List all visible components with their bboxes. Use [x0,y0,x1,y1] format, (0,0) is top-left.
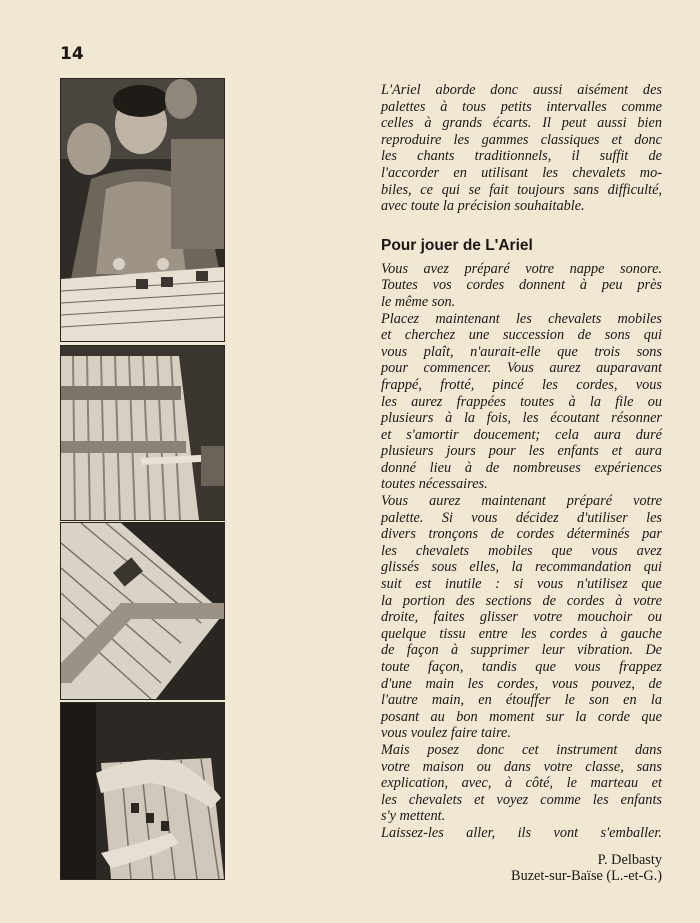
body-line: votre maison ou dans votre classe, sans [381,758,662,775]
intro-line: reproduire les gammes classiques et donc [381,131,662,148]
photo-instrument-closeup [60,522,225,700]
article-text [381,82,662,885]
body-line: toutes nécessaires. [381,476,488,493]
body-line: droite, faites glisser votre mouchoir ou [381,609,662,626]
body-line: toute façon, tandis que vous frappez [381,659,662,675]
photo-instrument-closeup-image [61,523,224,699]
signature-author: P. Delbasty [597,851,662,868]
body-line: glissés sous elles, la recommandation qui [381,559,662,576]
body-line: Vous aurez maintenant préparé votre [381,493,662,510]
photo-instrument-hammer-image [61,346,224,520]
body-line: les chevalets et voyez comme les enfants [381,791,662,808]
body-line: le même son. [381,293,456,310]
body-line: et s'amortir doucement; cela aura duré [381,426,662,443]
body-line: et cherchez une succession de sons qui [381,327,662,344]
photo-instrument-hammer [60,345,225,521]
intro-line: les chants traditionnels, il suffit de [381,148,662,165]
intro-line: celles à grands écarts. Il peut aussi bien [381,115,662,132]
body-line: les chevalets mobiles que vous avez [381,542,662,559]
body-line: les aurez frappées toutes à la file ou [381,393,662,410]
body-line: plusieurs jours pour les enfants et aura [381,443,662,460]
body-line: pour commencer. Vous aurez auparavant [381,360,662,377]
photo-hands-playing-image [61,703,224,879]
intro-paragraph [381,82,662,215]
body-line: posant au bon moment sur la corde que [381,708,662,725]
body-line: d'une main les cordes, vous pouvez, de [381,675,662,692]
body-line: suit est inutile : si vous n'utilisez que [381,576,662,593]
body-line: Placez maintenant les chevalets mobiles [381,310,662,327]
intro-line: L'Ariel aborde donc aussi aisément des [381,82,662,98]
section-heading: Pour jouer de L'Ariel [381,236,533,254]
photo-hands-playing [60,702,225,880]
body-line: Vous avez préparé votre nappe sonore. [381,260,662,277]
intro-line: avec toute la précision souhaitable. [381,198,585,215]
body-line: quelque tissu entre les cordes à gauche [381,625,662,642]
body-line: de façon à supprimer leur vibration. De [381,642,662,659]
body-line: plusieurs à la fois, les écoutant résonner [381,410,662,427]
body-line: Toutes vos cordes donnent à peu près [381,277,662,294]
body-line: Laissez-les aller, ils vont s'emballer. [381,824,662,841]
body-line: l'autre main, en étouffer le son en la [381,692,662,709]
body-line: divers tronçons de cordes déterminés par [381,526,662,543]
intro-line: palettes à tous petits intervalles comme [381,98,662,115]
signature-place: Buzet-sur-Baïse (L.-et-G.) [511,868,662,885]
photo-children-playing [60,78,225,342]
intro-line: l'accorder en utilisant les chevalets mo- [381,164,662,181]
body-line: frappé, frotté, pincé les cordes, vous [381,376,662,393]
body-line: donné lieu à de nombreuses expériences [381,459,662,476]
intro-line: biles, ce qui se fait toujours sans difficulté, [381,181,662,198]
body-paragraphs [381,261,662,842]
photo-children-playing-image [61,79,224,341]
body-line: s'y mettent. [381,808,446,825]
body-line: palette. Si vous décidez d'utiliser les [381,509,662,526]
body-line: vous voulez faire taire. [381,725,511,742]
page-number: 14 [60,44,84,64]
body-line: vous plaît, n'aurait-elle que trois sons [381,343,662,360]
body-line: Mais posez donc cet instrument dans [381,741,662,758]
body-line: explication, avec, à côté, le marteau et [381,775,662,792]
signature [381,852,662,885]
body-line: la portion des sections de cordes à votre [381,592,662,609]
